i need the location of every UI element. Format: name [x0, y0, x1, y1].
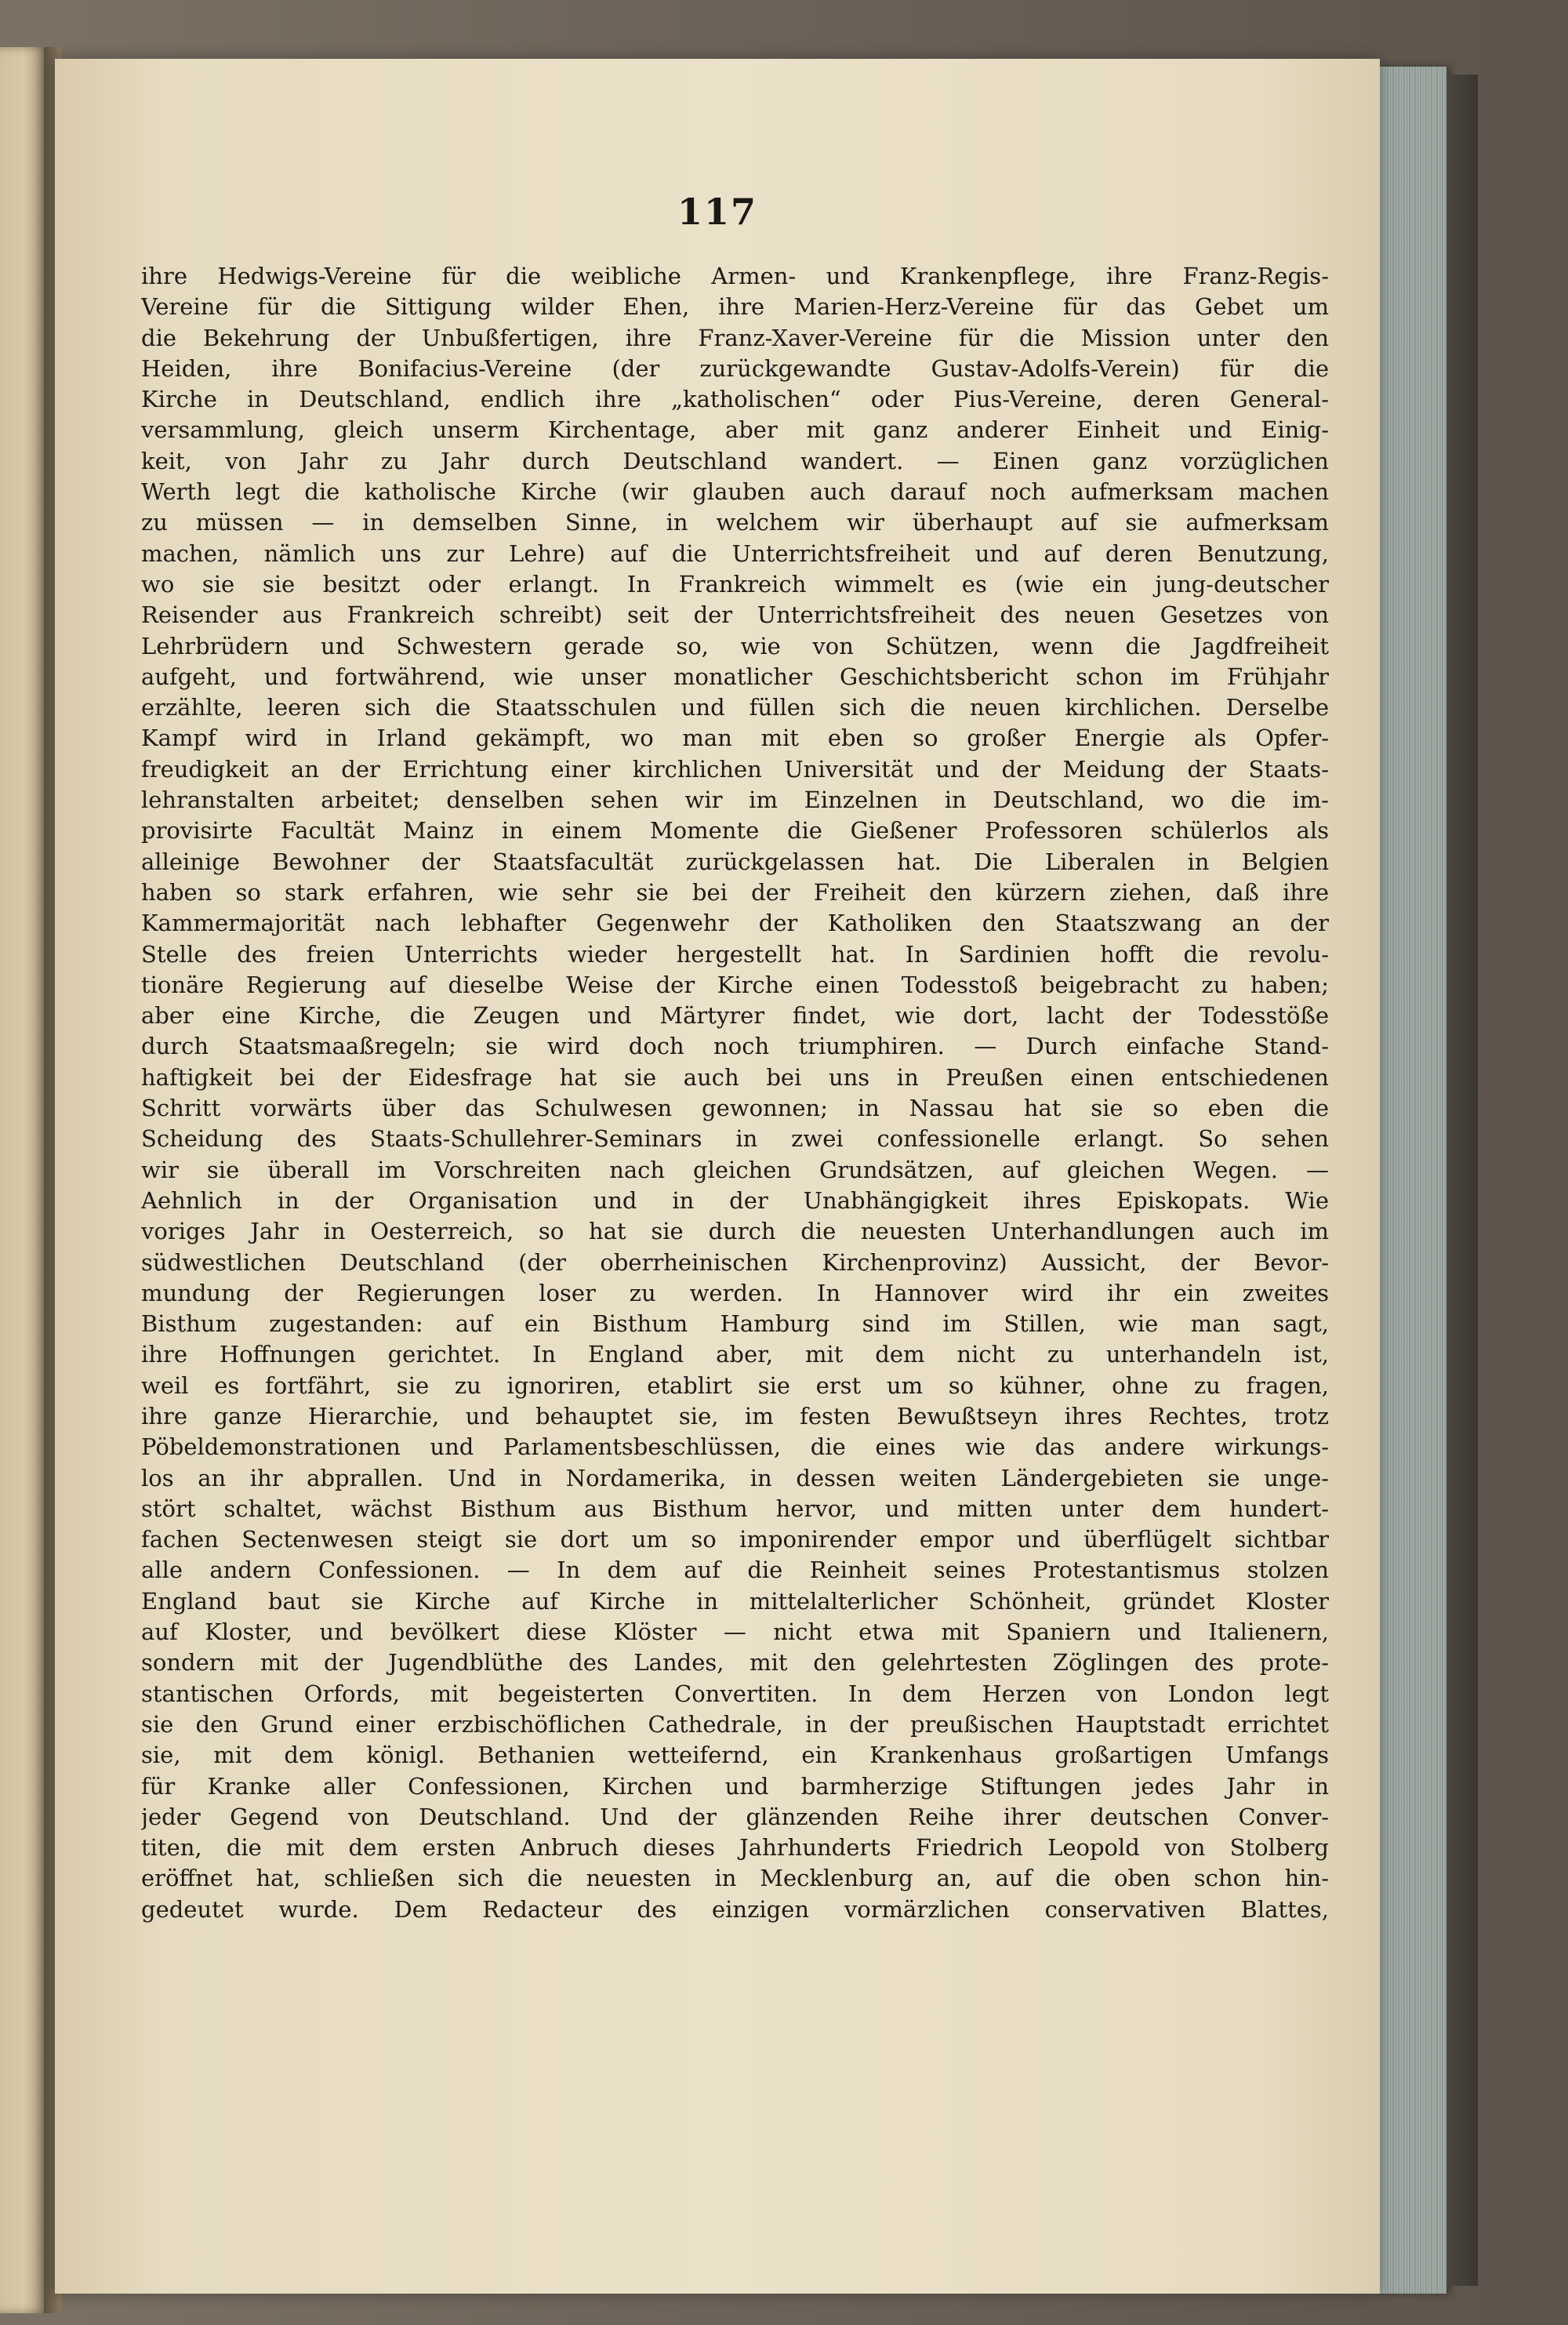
text-line: Stelle des freien Unterrichts wieder hergestellt hat. In Sardinien hofft die revolu-	[141, 940, 1329, 968]
text-line: stört schaltet, wächst Bisthum aus Bisthum hervor, und mitten unter dem hundert-	[141, 1495, 1329, 1522]
text-line: ihre ganze Hierarchie, und behauptet sie, im festen Bewußtseyn ihres Rechtes, trotz	[141, 1402, 1329, 1430]
text-line: los an ihr abprallen. Und in Nordamerika, in dessen weiten Ländergebieten sie unge-	[141, 1464, 1329, 1491]
text-line: fachen Sectenwesen steigt sie dort um so imponirender empor und überflügelt sichtbar	[141, 1526, 1329, 1553]
text-line: gedeutet wurde. Dem Redacteur des einzigen vormärzlichen conservativen Blattes,	[141, 1895, 1329, 1923]
text-line: Kampf wird in Irland gekämpft, wo man mit eben so großer Energie als Opfer-	[141, 725, 1329, 752]
text-line: England baut sie Kirche auf Kirche in mittelalterlicher Schönheit, gründet Kloster	[141, 1587, 1329, 1615]
text-line: die Bekehrung der Unbußfertigen, ihre Franz-Xaver-Vereine für die Mission unter den	[141, 324, 1329, 351]
text-line: Bisthum zugestanden: auf ein Bisthum Hamburg sind im Stillen, wie man sagt,	[141, 1310, 1329, 1338]
text-line: auf Kloster, und bevölkert diese Klöster — nicht etwa mit Spaniern und Italienern,	[141, 1618, 1329, 1646]
text-line: Scheidung des Staats-Schullehrer-Seminars in zwei confessionelle erlangt. So sehen	[141, 1125, 1329, 1153]
text-line: stantischen Orfords, mit begeisterten Convertiten. In dem Herzen von London legt	[141, 1680, 1329, 1707]
text-line: titen, die mit dem ersten Anbruch dieses Jahrhunderts Friedrich Leopold von Stolberg	[141, 1834, 1329, 1862]
text-line: Heiden, ihre Bonifacius-Vereine (der zurückgewandte Gustav-Adolfs-Verein) für die	[141, 354, 1329, 382]
text-line: aufgeht, und fortwährend, wie unser monatlicher Geschichtsbericht schon im Frühjahr	[141, 663, 1329, 690]
text-line: machen, nämlich uns zur Lehre) auf die Unterrichtsfreiheit und auf deren Benutzung,	[141, 539, 1329, 567]
text-line: Schritt vorwärts über das Schulwesen gewonnen; in Nassau hat sie so eben die	[141, 1095, 1329, 1122]
text-line: alle andern Confessionen. — In dem auf die Reinheit seines Protestantismus stolzen	[141, 1557, 1329, 1584]
text-line: Pöbeldemonstrationen und Parlamentsbeschlüssen, die eines wie das andere wirkungs-	[141, 1433, 1329, 1461]
body-text	[141, 261, 1329, 1925]
text-line: für Kranke aller Confessionen, Kirchen und barmherzige Stiftungen jedes Jahr in	[141, 1772, 1329, 1800]
text-line: provisirte Facultät Mainz in einem Momente die Gießener Professoren schülerlos als	[141, 817, 1329, 845]
page-number: 117	[677, 191, 758, 233]
book-cover-edge	[1446, 74, 1478, 2286]
text-line: Lehrbrüdern und Schwestern gerade so, wie von Schützen, wenn die Jagdfreiheit	[141, 632, 1329, 659]
text-line: Kammermajorität nach lebhafter Gegenwehr der Katholiken den Staatszwang an der	[141, 910, 1329, 937]
text-line: alleinige Bewohner der Staatsfacultät zurückgelassen hat. Die Liberalen in Belgien	[141, 848, 1329, 875]
text-line: versammlung, gleich unserm Kirchentage, aber mit ganz anderer Einheit und Einig-	[141, 416, 1329, 444]
left-page-edge	[0, 47, 47, 2313]
text-line: sie, mit dem königl. Bethanien wetteifernd, ein Krankenhaus großartigen Umfangs	[141, 1742, 1329, 1769]
text-line: Reisender aus Frankreich schreibt) seit der Unterrichtsfreiheit des neuen Gesetzes von	[141, 601, 1329, 629]
text-line: lehranstalten arbeitet; denselben sehen wir im Einzelnen in Deutschland, wo die im-	[141, 787, 1329, 814]
text-line: haben so stark erfahren, wie sehr sie bei der Freiheit den kürzern ziehen, daß ihre	[141, 878, 1329, 906]
text-line: tionäre Regierung auf dieselbe Weise der Kirche einen Todesstoß beigebracht zu haben;	[141, 971, 1329, 998]
text-line: durch Staatsmaaßregeln; sie wird doch noch triumphiren. — Durch einfache Stand-	[141, 1033, 1329, 1060]
text-line: Vereine für die Sittigung wilder Ehen, ihre Marien-Herz-Vereine für das Gebet um	[141, 293, 1329, 321]
text-line: sie den Grund einer erzbischöflichen Cathedrale, in der preußischen Hauptstadt errichtet	[141, 1710, 1329, 1738]
text-line: erzählte, leeren sich die Staatsschulen und füllen sich die neuen kirchlichen. Derselbe	[141, 694, 1329, 721]
text-line: ihre Hedwigs-Vereine für die weibliche Armen- und Krankenpflege, ihre Franz-Regis-	[141, 263, 1329, 289]
text-line: wir sie überall im Vorschreiten nach gleichen Grundsätzen, auf gleichen Wegen. —	[141, 1156, 1329, 1183]
text-line: Werth legt die katholische Kirche (wir glauben auch darauf noch aufmerksam machen	[141, 478, 1329, 506]
page-edges	[1376, 67, 1446, 2294]
text-line: mundung der Regierungen loser zu werden. In Hannover wird ihr ein zweites	[141, 1279, 1329, 1306]
text-line: wo sie sie besitzt oder erlangt. In Frankreich wimmelt es (wie ein jung-deutscher	[141, 570, 1329, 598]
text-line: freudigkeit an der Errichtung einer kirchlichen Universität und der Meidung der Staats-	[141, 755, 1329, 783]
text-line: haftigkeit bei der Eidesfrage hat sie auch bei uns in Preußen einen entschiedenen	[141, 1063, 1329, 1091]
text-line: ihre Hoffnungen gerichtet. In England aber, mit dem nicht zu unterhandeln ist,	[141, 1341, 1329, 1368]
text-line: voriges Jahr in Oesterreich, so hat sie durch die neuesten Unterhandlungen auch im	[141, 1218, 1329, 1245]
text-line: südwestlichen Deutschland (der oberrheinischen Kirchenprovinz) Aussicht, der Bevor-	[141, 1248, 1329, 1276]
text-line: zu müssen — in demselben Sinne, in welchem wir überhaupt auf sie aufmerksam	[141, 509, 1329, 536]
text-line: jeder Gegend von Deutschland. Und der glänzenden Reihe ihrer deutschen Conver-	[141, 1803, 1329, 1830]
text-line: Kirche in Deutschland, endlich ihre „katholischen“ oder Pius-Vereine, deren General-	[141, 386, 1329, 413]
text-line: weil es fortfährt, sie zu ignoriren, etablirt sie erst um so kühner, ohne zu fragen,	[141, 1371, 1329, 1399]
text-line: aber eine Kirche, die Zeugen und Märtyrer findet, wie dort, lacht der Todesstöße	[141, 1002, 1329, 1030]
text-line: eröffnet hat, schließen sich die neuesten in Mecklenburg an, auf die oben schon hin-	[141, 1865, 1329, 1892]
book-page	[55, 59, 1380, 2294]
text-line: keit, von Jahr zu Jahr durch Deutschland wandert. — Einen ganz vorzüglichen	[141, 447, 1329, 474]
text-line: Aehnlich in der Organisation und in der Unabhängigkeit ihres Episkopats. Wie	[141, 1186, 1329, 1214]
text-line: sondern mit der Jugendblüthe des Landes, mit den gelehrtesten Zöglingen des prote-	[141, 1649, 1329, 1677]
